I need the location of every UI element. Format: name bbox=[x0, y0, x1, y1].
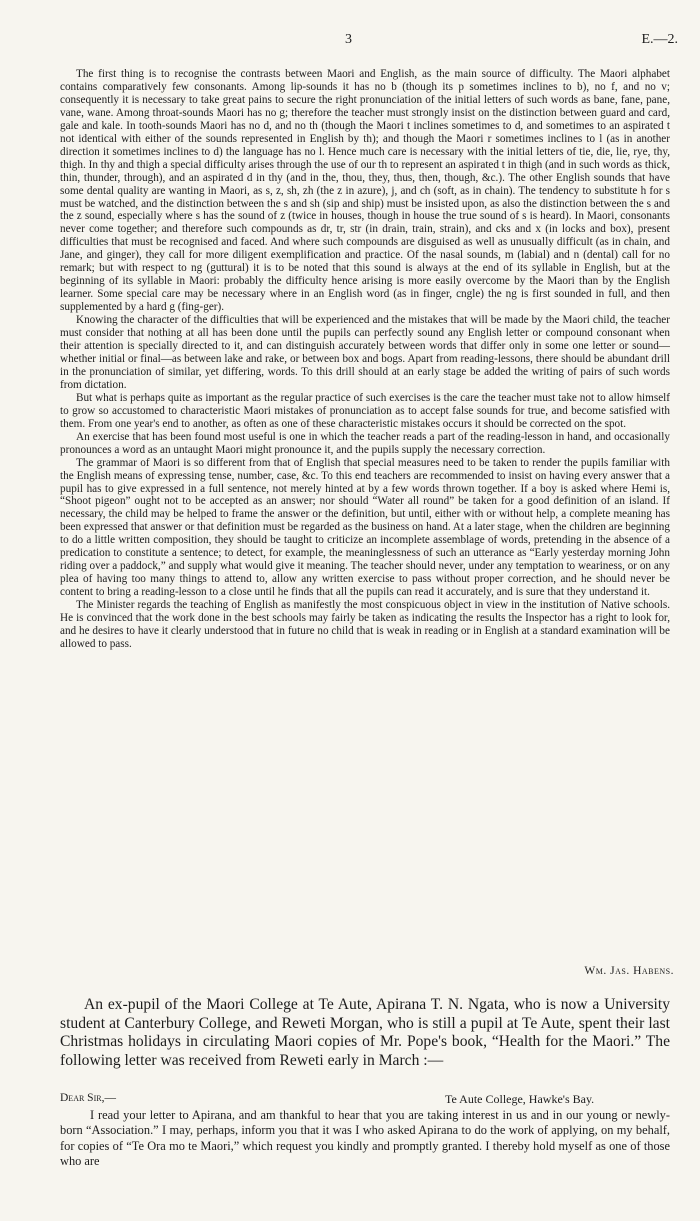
report-body bbox=[60, 68, 670, 651]
paragraph-practice: But what is perhaps quite as important as the regular practice of such exercises is the care the teacher must take not to allow himself to grow so accustomed to characteristic Maori mistakes of pronunciation as to accept false sounds for true, and become satisfied with them. From one year's end to another, as often as one of these characteristic mistakes occurs it should be corrected on the spot. bbox=[60, 391, 670, 430]
paragraph-exercise: An exercise that has been found most useful is one in which the teacher reads a part of the reading-lesson in hand, and occasionally pronounces a word as an untaught Maori might pronounce it, and the pupils supply the necessary correction. bbox=[60, 430, 670, 456]
paragraph-consonants: The first thing is to recognise the contrasts between Maori and English, as the main source of difficulty. The Maori alphabet contains comparatively few consonants. Among lip-sounds it has no b (though its p sometimes inclines to b), no f, and no v; consequently it is necessary to take great pains to secure the right pronunciation of the initial letters of such words as bane, fane, pane, vane, wane. Among throat-sounds Maori has no g; therefore the teacher must strongly insist on the distinction between guard and card, gale and kale. In tooth-sounds Maori has no d, and no th (though the Maori t inclines sometimes to d, and sometimes to an aspirated t not identical with either of the sounds represented in English by th); and though the Maori r sometimes inclines to l (as in another direction it sometimes inclines to d) the language has no l. Hence much care is necessary with the initial letters of tie, die, lie, rye, thy, thigh. In thy and thigh a special difficulty arises through the use of our th to represent an aspirated t in thigh (and in such words as thick, thin, thunder, through), and an aspirated d in thy (and in the, thou, they, thus, then, though, &c.). The other English sounds that have some dental quality are wanting in Maori, as s, z, sh, zh (the z in azure), j, and ch (soft, as in chain). The tendency to substitute h for s must be watched, and the distinction between the s and sh (sip and ship) must be insisted upon, as also the distinction between the s and the z sound, especially where s has the sound of z (twice in houses, though in house the true sound of s is heard). In Maori, consonants never come together; and therefore such compounds as dr, tr, str (in drain, train, strain), and cks and x (in locks and box), present difficulties that must be recognised and faced. And where such compounds are disguised as well as unusually difficult (as in chain, and Jane, and ginger), they call for more diligent exemplification and practice. Of the nasal sounds, m (labial) and n (dental) call for no remark; but with respect to ng (guttural) it is to be noted that this sound is always at the end of its syllable in English, but at the beginning of its syllable in Maori: probably the difficulty hence arising is more easily overcome by the Maori than by the English learner. Some special care may be necessary where in an English word (as in finger, cngle) the ng is first sounded in full, and then supplemented by a hard g (fing-ger). bbox=[60, 68, 670, 314]
letter-address: Te Aute College, Hawke's Bay. bbox=[445, 1092, 595, 1106]
intro-paragraph: An ex-pupil of the Maori College at Te Aute, Apirana T. N. Ngata, who is now a University student at Canterbury College, and Reweti Morgan, who is still a pupil at Te Aute, spent their last Christmas holidays in circulating Maori copies of Mr. Pope's book, “Health for the Maori.” The following letter was received from Reweti early in March :— bbox=[60, 996, 670, 1069]
paragraph-grammar: The grammar of Maori is so different from that of English that special measures need to be taken to render the pupils familiar with the English means of expressing tense, number, case, &c. To this end teachers are recommended to insist on having every answer that a pupil has to give expressed in a full sentence, not merely hinted at by a few words thrown together. If a boy is asked where Hemi is, “Shoot pigeon” ought not to be accepted as an answer; nor should “Water all round” be taken for a good definition of an island. If necessary, the child may be helped to frame the answer or the definition, but until, either with or without help, a complete meaning has been expressed that answer or that definition must be regarded as the business on hand. At a later stage, when the children are beginning to do a little written composition, they should be taught to criticize an incomplete assemblage of words, pretending in the absence of a predication to constitute a sentence; to detect, for example, the meaninglessness of such an utterance as “Early yesterday morning John riding over a paddock,” and supply what would give it meaning. The teacher should never, under any temptation to weariness, or on any plea of having too many things to attend to, allow any written exercise to pass without proper correction, and he should never be content to bring a reading-lesson to a close until he finds that all the pupils can read it accurately, and is sure that they understand it. bbox=[60, 456, 670, 599]
signature: Wm. Jas. Habens. bbox=[584, 965, 674, 977]
page-number: 3 bbox=[345, 32, 352, 47]
letter-paragraph: I read your letter to Apirana, and am thankful to hear that you are taking interest in us and in our young or newly-born “Association.” I may, perhaps, inform you that it was I who asked Apirana to do the work of applying, on my behalf, for copies of “Te Ora mo te Maori,” which request you kindly and promptly granted. I thereby hold myself as one of those who are bbox=[60, 1108, 670, 1168]
page-reference: E.—2. bbox=[641, 32, 678, 47]
intro-section bbox=[60, 996, 670, 1070]
letter-salutation: Dear Sir,— bbox=[60, 1092, 116, 1104]
paragraph-minister: The Minister regards the teaching of English as manifestly the most conspicuous object in view in the institution of Native schools. He is convinced that the work done in the best schools may fairly be taken as indicating the results the Inspector has a right to look for, and he desires to have it clearly understood that in future no child that is weak in reading or in English at a standard examination will be allowed to pass. bbox=[60, 599, 670, 650]
paragraph-difficulties: Knowing the character of the difficulties that will be experienced and the mistakes that will be made by the Maori child, the teacher must consider that nothing at all has been done until the pupils can perfectly sound any English letter or compound consonant when their attention is specially directed to it, and can distinguish accurately between words that differ only in some one letter or sound—whether initial or final—as between lake and rake, or between box and bogs. Apart from reading-lessons, there should be abundant drill in the pronunciation of similar, yet differing, words. To this drill should at an early stage be added the writing of pairs of such words from dictation. bbox=[60, 314, 670, 391]
letter-body bbox=[60, 1108, 670, 1169]
